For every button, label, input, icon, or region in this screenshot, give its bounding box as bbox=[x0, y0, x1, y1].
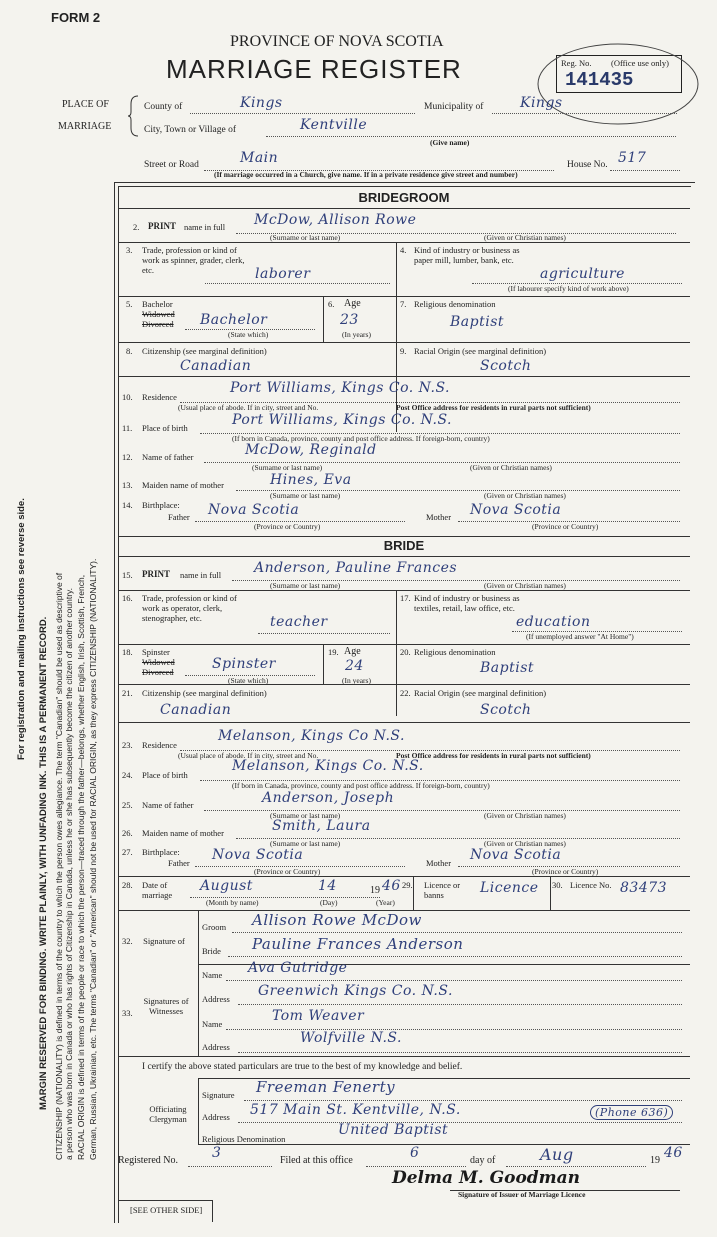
bride-religion-value: Baptist bbox=[480, 660, 535, 676]
bride-citizenship-value: Canadian bbox=[160, 702, 232, 718]
bride-age-value: 24 bbox=[345, 658, 364, 674]
groom-father-given-note: (Given or Christian names) bbox=[470, 463, 552, 472]
bride-racial-label: Racial Origin (see marginal definition) bbox=[414, 688, 547, 698]
row-32-number: 32. bbox=[122, 936, 133, 946]
groom-citizenship-label: Citizenship (see marginal definition) bbox=[142, 346, 267, 356]
street-value: Main bbox=[240, 150, 279, 166]
certify-text: I certify the above stated particulars are true to the best of my knowledge and belief. bbox=[142, 1062, 463, 1072]
bride-state-which: (State which) bbox=[228, 676, 269, 685]
w2-address-value: Wolfville N.S. bbox=[300, 1030, 402, 1046]
bridegroom-heading: BRIDEGROOM bbox=[358, 190, 450, 205]
province-heading: PROVINCE OF NOVA SCOTIA bbox=[230, 33, 444, 50]
row-18-number: 18. bbox=[122, 647, 133, 657]
bride-residence-label: Residence bbox=[142, 740, 177, 750]
groom-residence-value: Port Williams, Kings Co. N.S. bbox=[230, 380, 451, 396]
groom-racial-value: Scotch bbox=[480, 358, 532, 374]
row-12-number: 12. bbox=[122, 452, 133, 462]
marriage-label: MARRIAGE bbox=[58, 121, 112, 132]
issuer-signature: Delma M. Goodman bbox=[392, 1168, 581, 1188]
bride-heading: BRIDE bbox=[383, 538, 425, 553]
bride-father-value: Anderson, Joseph bbox=[262, 790, 395, 806]
w1-address-label: Address bbox=[202, 994, 230, 1004]
county-label: County of bbox=[144, 102, 183, 112]
groom-status-value: Bachelor bbox=[200, 312, 268, 328]
bride-trade-label: Trade, profession or kind of work as operator, clerk, stenographer, etc. bbox=[142, 593, 237, 623]
groom-religion-value: Baptist bbox=[450, 314, 505, 330]
groom-bp-father-label: Father bbox=[168, 512, 190, 522]
bride-birth-note: (If born in Canada, province, county and post office address. If foreign-born, country) bbox=[232, 781, 490, 790]
signature-of-label: Signature of bbox=[143, 936, 185, 946]
clergy-religion-label: Religious Denomination bbox=[202, 1134, 286, 1144]
city-value: Kentville bbox=[300, 117, 368, 133]
groom-age-label: Age bbox=[344, 298, 361, 309]
w2-name-label: Name bbox=[202, 1019, 223, 1029]
groom-father-label: Name of father bbox=[142, 452, 194, 462]
groom-print-label: PRINT bbox=[148, 221, 177, 231]
give-name-note: (Give name) bbox=[430, 138, 470, 147]
bride-bp-mother-note: (Province or Country) bbox=[532, 867, 599, 876]
groom-signature: Allison Rowe McDow bbox=[252, 911, 422, 929]
bride-father-label: Name of father bbox=[142, 800, 194, 810]
bride-home-note: (If unemployed answer "At Home") bbox=[526, 632, 634, 641]
row-24-number: 24. bbox=[122, 770, 133, 780]
bride-residence-note-b: Post Office address for residents in rural parts not sufficient) bbox=[396, 751, 591, 760]
bride-bp-father-value: Nova Scotia bbox=[212, 847, 304, 863]
groom-residence-note: (Usual place of abode. If in city, street and No. bbox=[178, 403, 319, 412]
groom-status-1: Bachelor bbox=[142, 299, 173, 309]
city-label: City, Town or Village of bbox=[144, 125, 236, 135]
w1-name-value: Ava Gutridge bbox=[248, 960, 348, 976]
bride-bp-mother-label: Mother bbox=[426, 858, 452, 868]
house-label: House No. bbox=[567, 160, 608, 170]
registered-value: 3 bbox=[212, 1145, 222, 1161]
row-29-number: 29. bbox=[402, 880, 413, 890]
county-value: Kings bbox=[240, 95, 283, 111]
groom-status-2: Widowed bbox=[142, 309, 175, 319]
groom-industry-label: Kind of industry or business as paper mill, lumber, bank, etc. bbox=[414, 245, 520, 265]
groom-bp-mother-note: (Province or Country) bbox=[532, 522, 599, 531]
bride-bp-father-label: Father bbox=[168, 858, 190, 868]
bride-industry-label: Kind of industry or business as textiles, retail, law office, etc. bbox=[414, 593, 520, 613]
groom-name-label: name in full bbox=[184, 222, 226, 232]
row-22-number: 22. bbox=[400, 688, 411, 698]
bride-residence-value: Melanson, Kings Co N.S. bbox=[218, 728, 405, 744]
groom-residence-note-b: Post Office address for residents in rural parts not sufficient) bbox=[396, 403, 591, 412]
groom-bp-mother-label: Mother bbox=[426, 512, 452, 522]
groom-labourer-note: (If labourer specify kind of work above) bbox=[508, 284, 629, 293]
row-23-number: 23. bbox=[122, 740, 133, 750]
groom-father-surname-note: (Surname or last name) bbox=[252, 463, 323, 472]
groom-bp-mother-value: Nova Scotia bbox=[470, 502, 562, 518]
groom-sig-label: Groom bbox=[202, 922, 227, 932]
row-9-number: 9. bbox=[400, 346, 407, 356]
groom-racial-label: Racial Origin (see marginal definition) bbox=[414, 346, 547, 356]
clergy-signature-label: Signature bbox=[202, 1090, 235, 1100]
w2-address-label: Address bbox=[202, 1042, 230, 1052]
month-note: (Month by name) bbox=[206, 898, 259, 907]
bride-father-given-note: (Given or Christian names) bbox=[484, 811, 566, 820]
bride-mother-given-note: (Given or Christian names) bbox=[484, 839, 566, 848]
groom-birthplace-value: Port Williams, Kings Co. N.S. bbox=[232, 412, 453, 428]
clergy-religion-value: United Baptist bbox=[338, 1122, 449, 1138]
bride-name-label: name in full bbox=[180, 570, 222, 580]
row-14-number: 14. bbox=[122, 500, 133, 510]
groom-mother-value: Hines, Eva bbox=[270, 472, 352, 488]
bride-residence-note: (Usual place of abode. If in city, street and No. bbox=[178, 751, 319, 760]
groom-industry-value: agriculture bbox=[540, 266, 625, 282]
registered-label: Registered No. bbox=[118, 1155, 178, 1166]
licence-no-label: Licence No. bbox=[570, 880, 612, 890]
groom-state-which: (State which) bbox=[228, 330, 269, 339]
groom-residence-label: Residence bbox=[142, 392, 177, 402]
groom-given-note: (Given or Christian names) bbox=[484, 233, 566, 242]
reg-circle bbox=[530, 38, 700, 138]
licence-no-value: 83473 bbox=[620, 880, 668, 896]
bride-in-years: (In years) bbox=[342, 676, 371, 685]
row-19-number: 19. bbox=[328, 647, 339, 657]
citizenship-def-1: CITIZENSHIP (NATIONALITY) is defined in terms of the country to which the person owes allegiance. The term "Canadian" should be used as descriptive of bbox=[54, 572, 64, 1160]
office-use-note: (Office use only) bbox=[611, 58, 669, 68]
bride-status-value: Spinster bbox=[212, 656, 276, 672]
filed-year-value: 46 bbox=[664, 1145, 683, 1161]
form-label: FORM 2 bbox=[51, 10, 101, 25]
bride-trade-value: teacher bbox=[270, 614, 328, 630]
bride-status-1: Spinster bbox=[142, 647, 170, 657]
clergy-address-label: Address bbox=[202, 1112, 230, 1122]
groom-status-3: Divorced bbox=[142, 319, 174, 329]
groom-age-value: 23 bbox=[340, 312, 359, 328]
municipality-value: Kings bbox=[520, 95, 563, 111]
bride-bp-father-note: (Province or Country) bbox=[254, 867, 321, 876]
bride-mother-value: Smith, Laura bbox=[272, 818, 371, 834]
filed-month-value: Aug bbox=[540, 1145, 574, 1164]
groom-citizenship-value: Canadian bbox=[180, 358, 252, 374]
citizenship-def-2: a person who was born in Canada or who has rights of Citizenship in Canada, unless he or she has subsequently become the citizen of another country. bbox=[64, 587, 74, 1160]
bride-industry-value: education bbox=[516, 614, 591, 630]
row-13-number: 13. bbox=[122, 480, 133, 490]
groom-mother-label: Maiden name of mother bbox=[142, 480, 224, 490]
row-30-number: 30. bbox=[552, 880, 563, 890]
row-21-number: 21. bbox=[122, 688, 133, 698]
groom-father-value: McDow, Reginald bbox=[245, 442, 377, 458]
row-17-number: 17. bbox=[400, 593, 411, 603]
groom-trade-label: Trade, profession or kind of work as spinner, grader, clerk, etc. bbox=[142, 245, 245, 275]
groom-bp-father-value: Nova Scotia bbox=[208, 502, 300, 518]
bride-birthplace-label: Place of birth bbox=[142, 770, 188, 780]
bride-father-surname-note: (Surname or last name) bbox=[270, 811, 341, 820]
bride-status-3: Divorced bbox=[142, 667, 174, 677]
row-25-number: 25. bbox=[122, 800, 133, 810]
groom-bp-father-note: (Province or Country) bbox=[254, 522, 321, 531]
filed-year-prefix: 19 bbox=[650, 1155, 660, 1166]
clergy-signature: Freeman Fenerty bbox=[256, 1078, 396, 1096]
bride-given-note: (Given or Christian names) bbox=[484, 581, 566, 590]
page-title: MARRIAGE REGISTER bbox=[166, 54, 462, 84]
row-15-number: 15. bbox=[122, 570, 133, 580]
reg-no-label: Reg. No. bbox=[561, 58, 592, 68]
day-note: (Day) bbox=[320, 898, 338, 907]
house-value: 517 bbox=[618, 150, 647, 166]
bride-mother-label: Maiden name of mother bbox=[142, 828, 224, 838]
groom-mother-given-note: (Given or Christian names) bbox=[484, 491, 566, 500]
row-20-number: 20. bbox=[400, 647, 411, 657]
row-8-number: 8. bbox=[126, 346, 133, 356]
racial-def-2: German, Russian, Ukrainian, etc. The terms "Canadian" or "American" should not be used for RACIAL ORIGIN, as they express CITIZENSHIP (NATIONALITY). bbox=[88, 558, 98, 1160]
filed-day-value: 6 bbox=[410, 1145, 420, 1161]
filed-label: Filed at this office bbox=[280, 1155, 353, 1166]
row-33-number: 33. bbox=[122, 1008, 133, 1018]
row-11-number: 11. bbox=[122, 423, 133, 433]
marriage-year-value: 46 bbox=[382, 878, 401, 894]
row-3-number: 3. bbox=[126, 245, 133, 255]
bride-racial-value: Scotch bbox=[480, 702, 532, 718]
row-2-number: 2. bbox=[133, 222, 140, 232]
margin-note: MARGIN RESERVED FOR BINDING. WRITE PLAINLY, WITH UNFADING INK. THIS IS A PERMANENT RECORD. bbox=[38, 616, 49, 1110]
clergy-address-value: 517 Main St. Kentville, N.S. bbox=[250, 1102, 461, 1118]
bride-surname-note: (Surname or last name) bbox=[270, 581, 341, 590]
racial-def-1: RACIAL ORIGIN is defined in terms of the people or race to which the person—traced through the father—belongs, whether English, Irish, Scottish, French, bbox=[76, 574, 86, 1160]
marriage-year-prefix: 19 bbox=[370, 885, 380, 896]
date-label: Date of marriage bbox=[142, 880, 173, 900]
place-label: PLACE OF bbox=[62, 99, 109, 110]
row-26-number: 26. bbox=[122, 828, 133, 838]
bride-mother-surname-note: (Surname or last name) bbox=[270, 839, 341, 848]
bride-status-2: Widowed bbox=[142, 657, 175, 667]
witnesses-label: Signatures of Witnesses bbox=[143, 996, 189, 1016]
clergy-label: Officiating Clergyman bbox=[149, 1104, 187, 1124]
bride-signature: Pauline Frances Anderson bbox=[252, 935, 464, 953]
row-28-number: 28. bbox=[122, 880, 133, 890]
street-note: (If marriage occurred in a Church, give name. If in a private residence give street and number) bbox=[214, 170, 518, 179]
row-16-number: 16. bbox=[122, 593, 133, 603]
day-of-label: day of bbox=[470, 1155, 496, 1166]
groom-bp-label: Birthplace: bbox=[142, 500, 180, 510]
w1-name-label: Name bbox=[202, 970, 223, 980]
licence-value: Licence bbox=[480, 880, 539, 896]
groom-birthplace-label: Place of birth bbox=[142, 423, 188, 433]
row-10-number: 10. bbox=[122, 392, 133, 402]
bride-age-label: Age bbox=[344, 646, 361, 657]
bride-religion-label: Religious denomination bbox=[414, 647, 496, 657]
groom-birth-note: (If born in Canada, province, county and post office address. If foreign-born, country) bbox=[232, 434, 490, 443]
place-brace bbox=[128, 94, 140, 138]
bride-birthplace-value: Melanson, Kings Co. N.S. bbox=[232, 758, 424, 774]
reg-no-value: 141435 bbox=[565, 69, 634, 91]
groom-name-value: McDow, Allison Rowe bbox=[254, 212, 417, 228]
year-note: (Year) bbox=[376, 898, 395, 907]
bride-print-label: PRINT bbox=[142, 569, 171, 579]
w1-address-value: Greenwich Kings Co. N.S. bbox=[258, 983, 453, 999]
row-5-number: 5. bbox=[126, 299, 133, 309]
row-7-number: 7. bbox=[400, 299, 407, 309]
w2-name-value: Tom Weaver bbox=[272, 1008, 365, 1024]
row-27-number: 27. bbox=[122, 847, 133, 857]
see-other-side: [SEE OTHER SIDE] bbox=[130, 1205, 203, 1215]
marriage-month-value: August bbox=[200, 878, 253, 894]
bride-bp-mother-value: Nova Scotia bbox=[470, 847, 562, 863]
row-4-number: 4. bbox=[400, 245, 407, 255]
instructions-note: For registration and mailing instructions see reverse side. bbox=[16, 498, 27, 760]
clergy-phone: (Phone 636) bbox=[590, 1105, 673, 1120]
bride-name-value: Anderson, Pauline Frances bbox=[254, 560, 458, 576]
municipality-label: Municipality of bbox=[424, 102, 484, 112]
issuer-label: Signature of Issuer of Marriage Licence bbox=[458, 1190, 586, 1199]
licence-label: Licence or banns bbox=[424, 880, 461, 900]
bride-sig-label: Bride bbox=[202, 946, 221, 956]
bride-bp-label: Birthplace: bbox=[142, 847, 180, 857]
groom-mother-surname-note: (Surname or last name) bbox=[270, 491, 341, 500]
groom-religion-label: Religious denomination bbox=[414, 299, 496, 309]
row-6-number: 6. bbox=[328, 299, 335, 309]
bride-citizenship-label: Citizenship (see marginal definition) bbox=[142, 688, 267, 698]
groom-trade-value: laborer bbox=[255, 266, 311, 282]
groom-surname-note: (Surname or last name) bbox=[270, 233, 341, 242]
street-label: Street or Road bbox=[144, 160, 199, 170]
groom-in-years: (In years) bbox=[342, 330, 371, 339]
marriage-day-value: 14 bbox=[318, 878, 337, 894]
